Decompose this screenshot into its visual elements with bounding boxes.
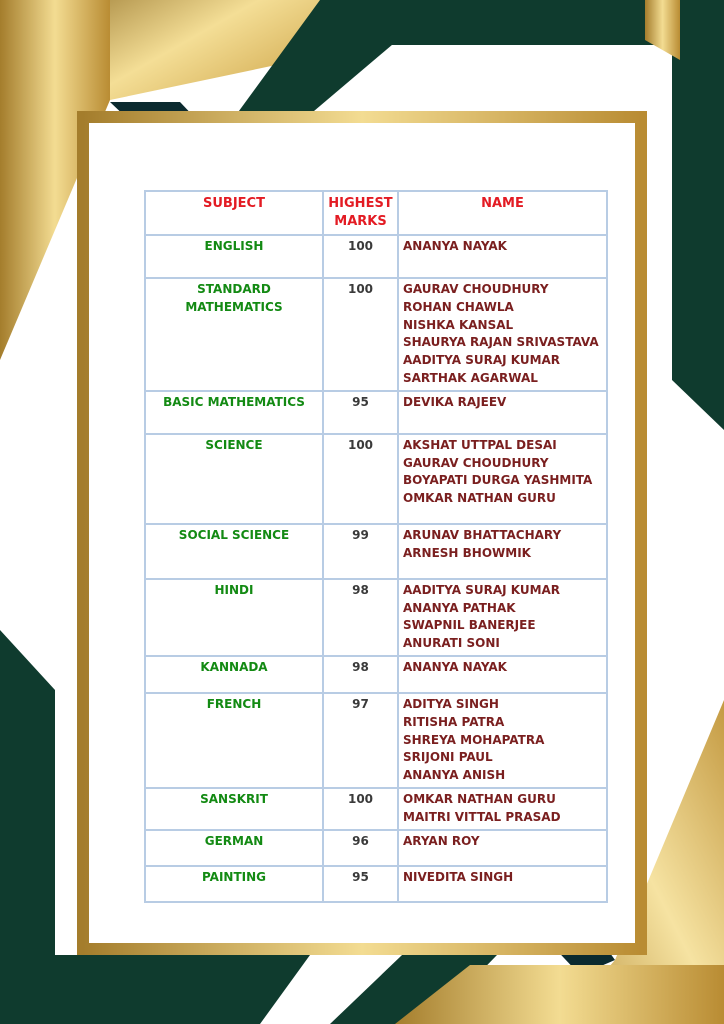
student-name: MAITRI VITTAL PRASAD — [403, 809, 561, 824]
names-cell — [398, 788, 607, 830]
names-cell — [398, 579, 607, 656]
table-row — [145, 656, 607, 693]
names-cell — [398, 693, 607, 788]
subject-cell: KANNADA — [145, 656, 323, 693]
table-row — [145, 866, 607, 902]
student-name: ARYAN ROY — [403, 833, 480, 848]
marks-cell: 98 — [323, 656, 398, 693]
marks-cell: 96 — [323, 830, 398, 866]
top-right-green-ribbon — [645, 0, 724, 430]
names-cell — [398, 434, 607, 524]
table-row — [145, 579, 607, 656]
student-name: SRIJONI PAUL — [403, 750, 493, 765]
student-name: ANANYA ANISH — [403, 768, 506, 783]
student-name: AADITYA SURAJ KUMAR — [403, 353, 561, 368]
table-body — [145, 235, 607, 902]
marks-cell: 100 — [323, 235, 398, 278]
marks-cell: 100 — [323, 788, 398, 830]
names-cell — [398, 830, 607, 866]
highest-marks-header: HIGHEST MARKS — [323, 191, 398, 235]
student-name: ARNESH BHOWMIK — [403, 545, 531, 560]
table-row — [145, 278, 607, 391]
marks-cell: 98 — [323, 579, 398, 656]
names-cell — [398, 278, 607, 391]
student-name: AKSHAT UTTPAL DESAI — [403, 437, 557, 452]
table-row — [145, 693, 607, 788]
names-cell — [398, 524, 607, 579]
table-row — [145, 235, 607, 278]
subject-cell: FRENCH — [145, 693, 323, 788]
student-name: SARTHAK AGARWAL — [403, 370, 538, 385]
student-name: ANANYA NAYAK — [403, 659, 507, 674]
marks-cell: 100 — [323, 278, 398, 391]
student-name: RITISHA PATRA — [403, 714, 505, 729]
subject-header: SUBJECT — [145, 191, 323, 235]
subject-cell: SOCIAL SCIENCE — [145, 524, 323, 579]
table-row — [145, 524, 607, 579]
student-name: ANANYA PATHAK — [403, 600, 516, 615]
student-name: DEVIKA RAJEEV — [403, 394, 507, 409]
student-name: BOYAPATI DURGA YASHMITA — [403, 473, 593, 488]
table-row — [145, 788, 607, 830]
student-name: GAURAV CHOUDHURY — [403, 455, 549, 470]
student-name: ANANYA NAYAK — [403, 239, 507, 253]
student-name: OMKAR NATHAN GURU — [403, 491, 556, 506]
table-row — [145, 391, 607, 434]
table-row — [145, 830, 607, 866]
student-name: SHAURYA RAJAN SRIVASTAVA — [403, 335, 599, 350]
student-name: NISHKA KANSAL — [403, 317, 514, 332]
student-name: SHREYA MOHAPATRA — [403, 732, 545, 747]
subject-cell: STANDARD MATHEMATICS — [145, 278, 323, 391]
subject-cell: PAINTING — [145, 866, 323, 902]
marks-cell: 95 — [323, 391, 398, 434]
student-name: ADITYA SINGH — [403, 696, 499, 711]
subject-cell: BASIC MATHEMATICS — [145, 391, 323, 434]
student-name: ARUNAV BHATTACHARY — [403, 527, 562, 542]
table-row — [145, 434, 607, 524]
names-cell — [398, 391, 607, 434]
toppers-table — [144, 190, 608, 903]
marks-cell: 95 — [323, 866, 398, 902]
student-name: ANURATI SONI — [403, 636, 500, 651]
student-name: OMKAR NATHAN GURU — [403, 791, 556, 806]
student-name: GAURAV CHOUDHURY — [403, 282, 549, 296]
subject-cell: SANSKRIT — [145, 788, 323, 830]
names-cell — [398, 866, 607, 902]
subject-cell: SCIENCE — [145, 434, 323, 524]
subject-cell: ENGLISH — [145, 235, 323, 278]
subject-cell: HINDI — [145, 579, 323, 656]
names-cell — [398, 656, 607, 693]
name-header: NAME — [398, 191, 607, 235]
student-name: NIVEDITA SINGH — [403, 869, 514, 884]
names-cell — [398, 235, 607, 278]
student-name: AADITYA SURAJ KUMAR — [403, 582, 561, 597]
marks-cell: 97 — [323, 693, 398, 788]
marks-cell: 100 — [323, 434, 398, 524]
subject-cell: GERMAN — [145, 830, 323, 866]
marks-cell: 99 — [323, 524, 398, 579]
table-header-row — [145, 191, 607, 235]
student-name: SWAPNIL BANERJEE — [403, 618, 536, 633]
student-name: ROHAN CHAWLA — [403, 299, 514, 314]
